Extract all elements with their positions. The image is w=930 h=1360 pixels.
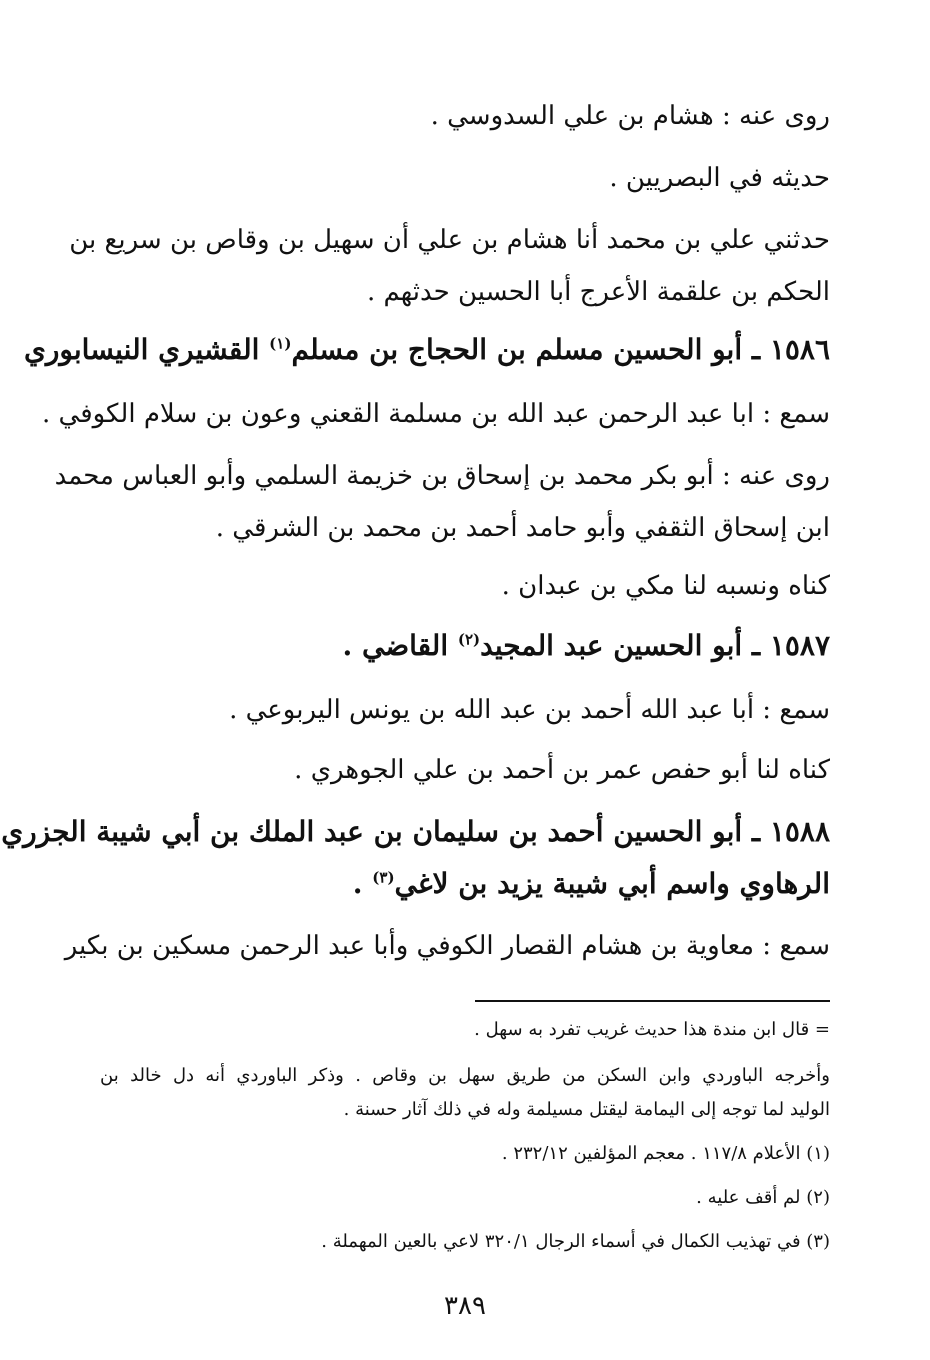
entry-heading-tail: القاضي . [342, 629, 449, 662]
entry-heading-tail: . [352, 867, 363, 900]
entry-heading-text: ١٥٨٧ ـ أبو الحسين عبد المجيد [480, 629, 830, 662]
heard-from-line: سمع : معاوية بن هشام القصار الكوفي وأبا عبد الرحمن مسكين بن بكير [64, 931, 830, 961]
footnote-2: (٢) لم أقف عليه . [696, 1187, 830, 1208]
entry-heading-tail: القشيري النيسابوري [23, 333, 260, 366]
footnote-continuation: = قال ابن مندة هذا حديث غريب تفرد به سهل . [474, 1019, 830, 1040]
footnote-divider [475, 1000, 830, 1002]
entry-heading-1587 [343, 626, 831, 666]
entry-heading-1586 [24, 330, 830, 370]
kunya-line: كناه لنا أبو حفص عمر بن أحمد بن علي الجوهري . [294, 755, 830, 785]
entry-heading-1588-line-1: ١٥٨٨ ـ أبو الحسين أحمد بن سليمان بن عبد الملك بن أبي شيبة الجزري [1, 815, 830, 848]
page-number: ٣٨٩ [444, 1291, 486, 1321]
footnote-paragraph-line-1: وأخرجه الباوردي وابن السكن من طريق سهل بن وقاص . وذكر الباوردي أنه دل خالد بن [100, 1065, 830, 1086]
heard-from-line: سمع : ابا عبد الرحمن عبد الله بن مسلمة القعني وعون بن سلام الكوفي . [42, 399, 830, 429]
hadith-location-line: حديثه في البصريين . [609, 163, 830, 193]
entry-heading-text: الرهاوي واسم أبي شيبة يزيد بن لاغي [394, 867, 830, 900]
narrated-by-line-1: روى عنه : أبو بكر محمد بن إسحاق بن خزيمة السلمي وأبو العباس محمد [54, 461, 830, 491]
isnad-line-2: الحكم بن علقمة الأعرج أبا الحسين حدثهم . [366, 277, 830, 307]
footnote-ref: (١) [269, 334, 292, 353]
footnote-3: (٣) في تهذيب الكمال في أسماء الرجال ٣٢٠/١ لاعي بالعين المهملة . [321, 1231, 830, 1252]
isnad-line-1: حدثني علي بن محمد أنا هشام بن علي أن سهيل بن وقاص بن سريع بن [69, 225, 830, 255]
footnote-ref: (٣) [372, 868, 395, 887]
kunya-line: كناه ونسبه لنا مكي بن عبدان . [501, 571, 830, 601]
narrated-by-line-2: ابن إسحاق الثقفي وأبو حامد أحمد بن محمد بن الشرقي . [215, 513, 830, 543]
entry-heading-1588-line-2 [353, 864, 830, 904]
entry-heading-text: ١٥٨٦ ـ أبو الحسين مسلم بن الحجاج بن مسلم [291, 333, 830, 366]
footnote-paragraph-line-2: الوليد لما توجه إلى اليمامة ليقتل مسيلمة وله في ذلك آثار حسنة . [343, 1099, 830, 1120]
heard-from-line: سمع : أبا عبد الله أحمد بن عبد الله بن يونس اليربوعي . [229, 695, 830, 725]
footnote-1: (١) الأعلام ١١٧/٨ . معجم المؤلفين ٢٣٢/١٢ . [501, 1143, 830, 1164]
footnote-ref: (٢) [457, 630, 481, 649]
narrator-line: روى عنه : هشام بن علي السدوسي . [430, 101, 830, 131]
